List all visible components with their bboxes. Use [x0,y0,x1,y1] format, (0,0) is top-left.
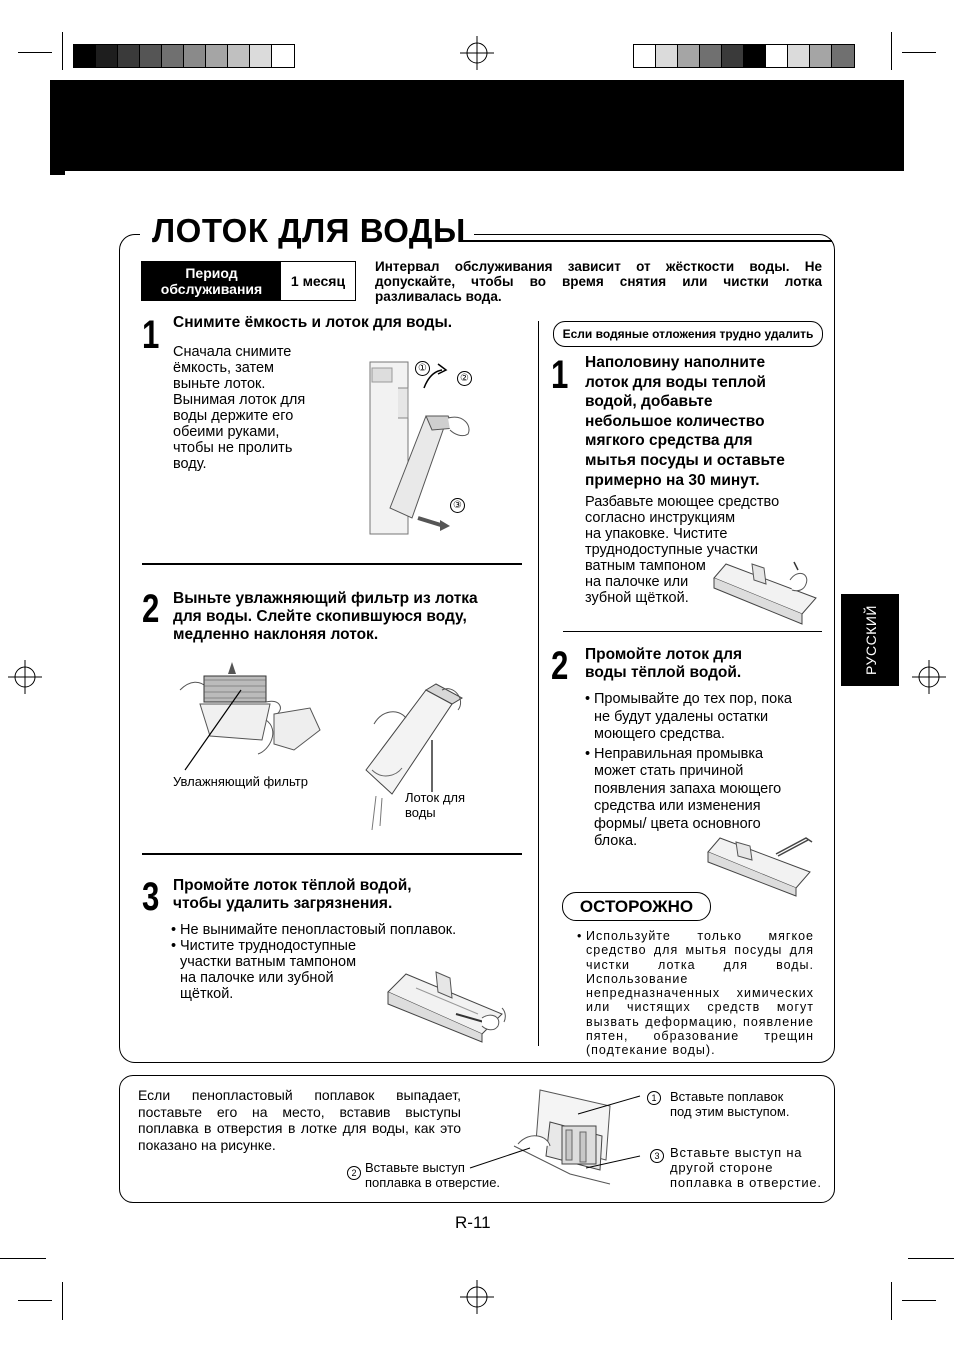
step-number: 2 [551,644,569,688]
callout-1 [670,1089,789,1119]
crop-mark [902,52,936,53]
service-period-value: 1 месяц [290,273,346,289]
service-period-box [141,261,356,301]
marker-2: ② [457,371,472,386]
crop-mark [18,1300,52,1301]
calibration-swatch [832,45,854,67]
caution-badge: ОСТОРОЖНО [562,892,711,921]
soak-tray-illustration [712,560,818,626]
bullet-line: участки ватным тампоном [180,954,357,970]
body-line: выньте лоток. [173,376,266,392]
heading-line: примерно на 30 минут. [585,471,760,489]
service-period-label [142,262,281,300]
callout-line: поплавка в отверстие. [365,1175,501,1190]
divider [142,853,522,855]
step-body [173,344,305,472]
filter-leader-line [185,690,245,770]
heading-line: воды тёплой водой. [585,664,742,681]
page-title: ЛОТОК ДЛЯ ВОДЫ [152,212,466,249]
callout-number: 3 [650,1149,664,1163]
caution-text [577,929,814,1058]
callout-3 [670,1145,822,1190]
calibration-swatch [810,45,832,67]
body-line: ватным тампоном [585,558,706,574]
registration-mark-left [8,660,42,694]
body-line: согласно инструкциям [585,510,736,526]
calibration-swatch [206,45,228,67]
crop-mark [908,1258,954,1259]
calibration-swatch [766,45,788,67]
body-line: чтобы не пролить [173,440,293,456]
divider [563,631,822,632]
title-rule [462,240,832,242]
body-line: воды держите его [173,408,294,424]
marker-1: ① [415,361,430,376]
heading-line: чтобы удалить загрязнения. [173,895,393,912]
body-line: труднодоступные участки [585,542,758,558]
calibration-swatch [656,45,678,67]
calibration-swatch [184,45,206,67]
callout-number: 1 [647,1091,661,1105]
bullet-line: щёткой. [180,986,234,1002]
callout-2 [365,1160,500,1190]
divider [142,563,522,565]
body-line: зубной щёткой. [585,590,689,606]
calibration-swatch [140,45,162,67]
body-line: обеими руками, [173,424,280,440]
header-band-notch [50,167,65,175]
step-number: 3 [142,875,160,919]
registration-mark-bottom [460,1280,494,1314]
heading-line: водой, добавьте [585,393,713,411]
calibration-swatch [634,45,656,67]
language-tab [841,594,899,686]
crop-mark [18,52,52,53]
language-tab-label: РУССКИЙ [863,605,879,675]
body-line: Вынимая лоток для [173,392,306,408]
bullet-line: блока. [594,833,638,849]
rinse-tray-illustration [706,834,816,896]
marker-3: ③ [450,498,465,513]
heading-line: Выньте увлажняющий фильтр из лотка [173,590,478,607]
column-separator [538,321,539,1046]
callout-line: Вставьте выступ [365,1160,465,1175]
step-number: 1 [551,353,569,397]
crop-mark [891,1282,892,1320]
caution-item: • Используйте только мягкое средство для мытья посуды для чистки лотка для воды. Использование непредназначенных химических или чистящих средств могут вызвать деформацию, появление пятен, образование трещин (подтекание воды). [577,929,814,1058]
pointer-anchor [175,716,176,717]
brush-tray-illustration [386,968,514,1044]
heading-line: Промойте лоток тёплой водой, [173,877,412,894]
body-line: ёмкость, затем [173,360,275,376]
calibration-swatch [788,45,810,67]
body-line: на палочке или [585,574,689,590]
calibration-swatch [722,45,744,67]
crop-mark [891,32,892,70]
crop-mark [62,32,63,70]
step-heading [585,353,785,490]
calibration-swatch [162,45,184,67]
page-number: R-11 [455,1213,491,1232]
interval-note: Интервал обслуживания зависит от жёсткости воды. Не допускайте, чтобы во время снятия или чистки лотка разливалась вода. [375,259,822,304]
callout-line: поплавка в отверстие. [670,1175,822,1190]
calibration-swatch [744,45,766,67]
header-band [50,80,904,171]
body-line: на упаковке. Чистите [585,526,728,542]
crop-mark [62,1282,63,1320]
step-heading [173,877,412,913]
heading-line: Наполовину наполните [585,354,766,371]
bullet-item: • Не вынимайте пенопластовый поплавок. [171,922,521,938]
crop-mark [902,1300,936,1301]
heading-line: Промойте лоток для [585,646,743,663]
calibration-bar-right [633,44,855,68]
filter-label: Увлажняющий фильтр [173,774,308,789]
bullet-line: • Неправильная промывка [594,745,764,762]
callout-line: под этим выступом. [670,1104,790,1119]
tray-label [405,790,465,820]
bullet-line: • Промывайте до тех пор, пока [594,691,792,707]
label-line: воды [405,805,436,820]
callout-line: Вставьте выступ на [670,1145,803,1160]
bullet-line: появления запаха моющего [594,780,782,797]
step-heading [173,590,478,644]
callout-line: другой стороне [670,1160,774,1175]
callout-number: 2 [347,1166,361,1180]
registration-mark-right [912,660,946,694]
step-heading [585,646,742,682]
bullet-line: моющего средства. [594,726,725,742]
calibration-swatch [228,45,250,67]
calibration-bar-left [73,44,295,68]
bullet-item [585,691,792,744]
label-line: Лоток для [405,790,466,805]
heading-line: мытья посуды и оставьте [585,451,785,469]
bullet-line: на палочке или зубной [180,970,334,986]
bullet-line: средства или изменения [594,798,761,814]
remove-tray-illustration [368,358,488,538]
body-line: Разбавьте моющее средство [585,494,780,510]
heading-line: медленно наклоняя лоток. [173,626,379,643]
bullet-line: не будут удалены остатки [594,708,769,725]
step-heading: Снимите ёмкость и лоток для воды. [173,314,453,331]
heading-line: для воды. Слейте скопившуюся воду, [173,608,467,625]
note-text: Если пенопластовый поплавок выпадает, поставьте его на место, вставив выступы поплавка в отверстия в лотке для воды, как это показано на рисунке. [138,1087,461,1153]
calibration-swatch [700,45,722,67]
heading-line: мягкого средства для [585,432,753,450]
crop-mark [0,1258,46,1259]
step-bullets [585,691,792,851]
body-line: Сначала снимите [173,344,292,360]
bullet-line: может стать причиной [594,763,744,779]
calibration-swatch [678,45,700,67]
callout-line: Вставьте поплавок [670,1089,784,1104]
body-line: воду. [173,456,207,472]
heading-line: небольшое количество [585,412,765,430]
calibration-swatch [250,45,272,67]
calibration-swatch [96,45,118,67]
calibration-swatch [272,45,294,67]
period-label-line: Период [185,265,238,281]
heading-line: лоток для воды теплой [585,373,766,391]
bullet-line: формы/ цвета основного [594,815,761,832]
calibration-swatch [74,45,96,67]
step-number: 1 [142,313,160,357]
calibration-swatch [118,45,140,67]
bullet-line: • Чистите труднодоступные [180,938,357,954]
period-label-line: обслуживания [160,281,263,297]
deposits-pill: Если водяные отложения трудно удалить [553,321,823,347]
step-number: 2 [142,587,160,631]
registration-mark-top [460,36,494,70]
